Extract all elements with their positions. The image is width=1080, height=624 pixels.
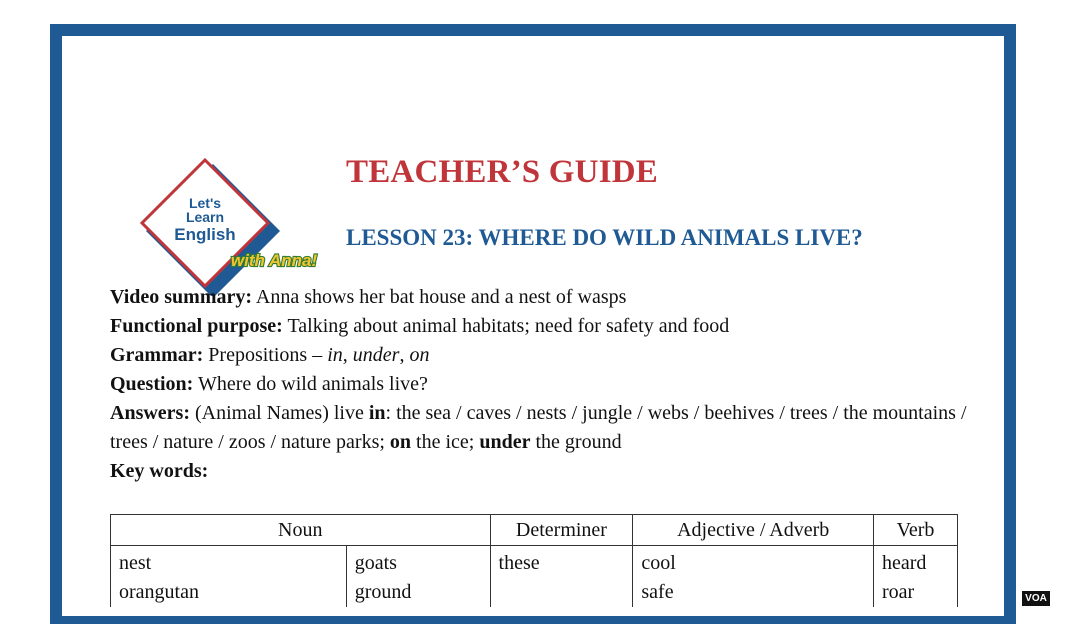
header-noun: Noun [111, 515, 491, 546]
answers-text: : the sea / caves / nests / jungle / webs / beehives / trees / the mountains / trees / nature / zoos / nature parks; [110, 402, 967, 453]
grammar-separator: , [342, 344, 353, 366]
table-cell: cool [633, 546, 874, 579]
table-row [111, 546, 958, 579]
lesson-summary [110, 283, 970, 486]
table-cell: heard [874, 546, 958, 579]
functional-purpose-label: Functional purpose: [110, 315, 283, 337]
header-verb: Verb [874, 515, 958, 546]
table-cell: safe [633, 578, 874, 607]
svg-text:English: English [174, 225, 236, 244]
lesson-subtitle: LESSON 23: WHERE DO WILD ANIMALS LIVE? [346, 225, 863, 250]
functional-purpose-line [110, 312, 970, 341]
table-cell: ground [346, 578, 490, 607]
grammar-separator: , [399, 344, 410, 366]
table-cell: roar [874, 578, 958, 607]
answers-text: (Animal Names) live [190, 402, 369, 424]
voa-watermark: VOA [1022, 591, 1050, 606]
table-row [111, 578, 958, 607]
key-words-table [110, 514, 958, 607]
answers-under: under [479, 431, 531, 453]
lets-learn-english-logo [138, 156, 368, 296]
header-adjective-adverb: Adjective / Adverb [633, 515, 874, 546]
table-cell [490, 578, 633, 607]
svg-text:Learn: Learn [185, 209, 225, 225]
table-header-row [111, 515, 958, 546]
table-cell: these [490, 546, 633, 579]
grammar-line [110, 341, 970, 370]
table-cell: orangutan [111, 578, 347, 607]
answers-line [110, 399, 970, 457]
answers-on: on [389, 431, 412, 453]
question-label: Question: [110, 373, 194, 395]
grammar-text: Prepositions – [203, 344, 328, 366]
grammar-under: under [352, 344, 400, 366]
header-determiner: Determiner [490, 515, 633, 546]
table-cell: goats [346, 546, 490, 579]
video-summary-line [110, 283, 970, 312]
video-summary-label: Video summary: [110, 286, 253, 308]
video-summary-text: Anna shows her bat house and a nest of wasps [252, 286, 627, 308]
key-words-line [110, 457, 970, 486]
key-words-label: Key words: [110, 460, 209, 482]
svg-text:Let's: Let's [188, 195, 222, 211]
question-text: Where do wild animals live? [193, 373, 428, 395]
answers-in: in [368, 402, 386, 424]
grammar-on: on [409, 344, 430, 366]
grammar-in: in [327, 344, 343, 366]
table-cell: nest [111, 546, 347, 579]
answers-text: the ground [530, 431, 622, 453]
question-line [110, 370, 970, 399]
functional-purpose-text: Talking about animal habitats; need for safety and food [282, 315, 730, 337]
svg-text:with Anna!: with Anna! [230, 251, 318, 270]
grammar-label: Grammar: [110, 344, 204, 366]
answers-label: Answers: [110, 402, 190, 424]
answers-text: the ice; [411, 431, 480, 453]
page-title: TEACHER’S GUIDE [346, 154, 658, 190]
document-page [62, 36, 1004, 616]
